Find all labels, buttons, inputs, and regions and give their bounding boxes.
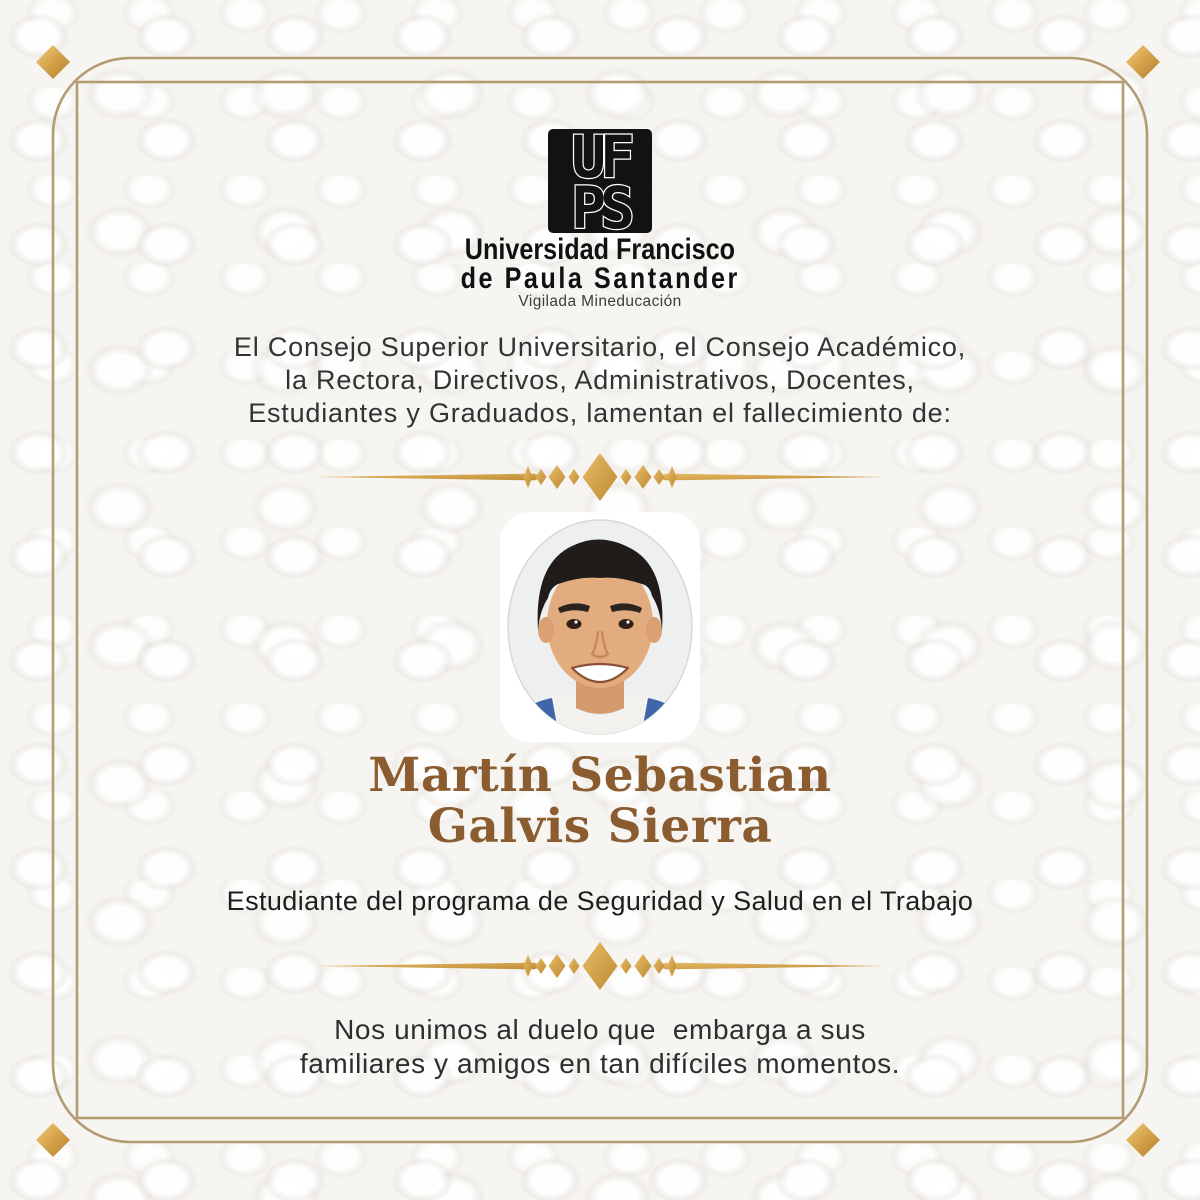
divider-ornaments xyxy=(315,942,885,990)
deceased-name-line1: Martín Sebastian xyxy=(368,748,832,803)
ufps-logo-icon xyxy=(547,128,653,234)
deceased-name xyxy=(0,750,1200,852)
university-tagline: Vigilada Mineducación xyxy=(518,293,682,310)
svg-text:PS: PS xyxy=(571,174,629,234)
university-name-line1: Universidad Francisco xyxy=(464,233,736,266)
svg-text:UF: UF xyxy=(571,128,629,191)
university-name-line2: de Paula Santander xyxy=(460,262,740,295)
intro-paragraph xyxy=(0,331,1200,430)
deceased-name-line2: Galvis Sierra xyxy=(427,799,773,854)
divider-ornaments xyxy=(315,453,885,501)
portrait-photo xyxy=(500,512,700,742)
condolence-line1: Nos unimos al duelo que embarga a sus xyxy=(334,1014,866,1045)
condolence-paragraph xyxy=(0,1013,1200,1081)
condolence-line2: familiares y amigos en tan difíciles momentos. xyxy=(299,1048,901,1079)
ornamental-divider-top xyxy=(300,449,900,505)
deceased-role: Estudiante del programa de Seguridad y Salud en el Trabajo xyxy=(226,886,974,916)
intro-line2: la Rectora, Directivos, Administrativos, Docentes, xyxy=(285,365,915,395)
intro-line1: El Consejo Superior Universitario, el Consejo Académico, xyxy=(233,332,967,362)
university-logo-block xyxy=(0,128,1200,234)
ornamental-divider-bottom xyxy=(300,938,900,994)
intro-line3: Estudiantes y Graduados, lamentan el fallecimiento de: xyxy=(248,398,952,428)
